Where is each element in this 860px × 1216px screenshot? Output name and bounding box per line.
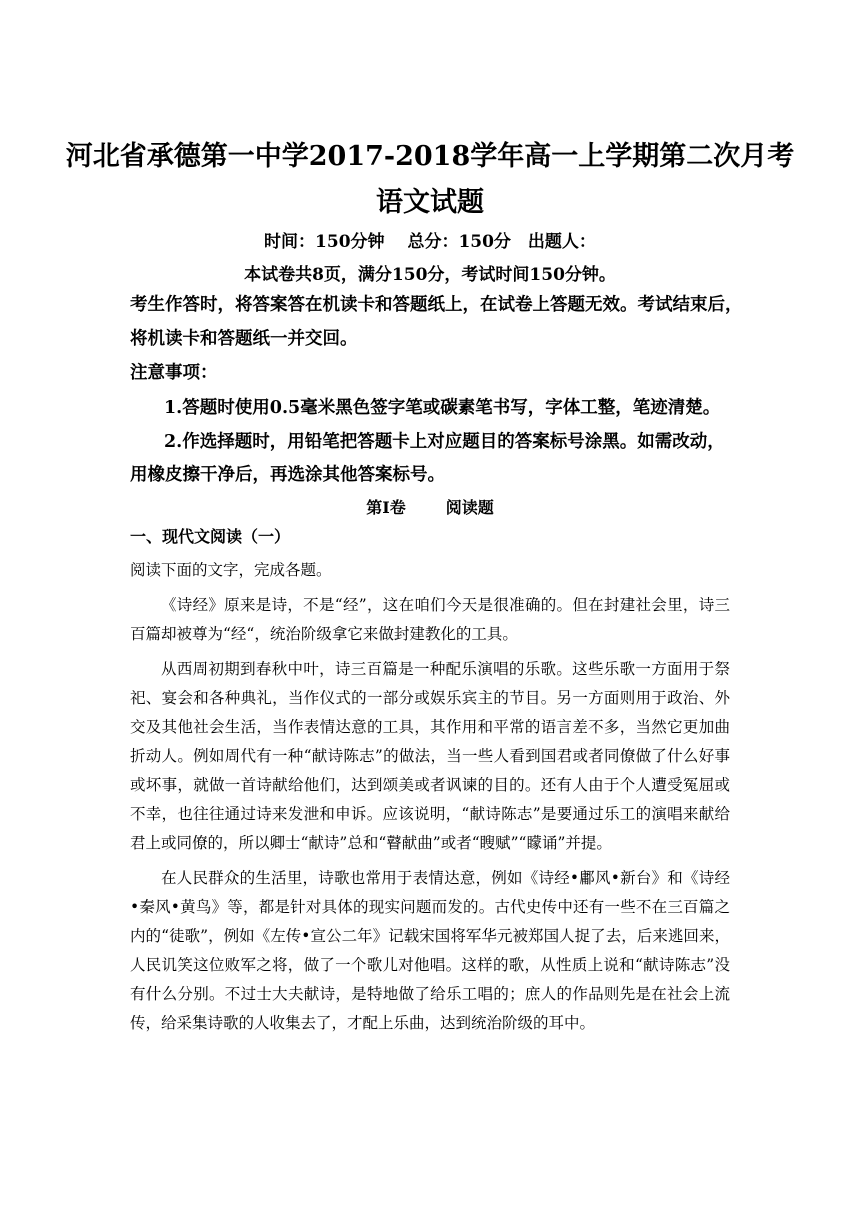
exam-summary: 本试卷共8页，满分150分，考试时间150分钟。: [244, 265, 616, 285]
instruction-line1: 考生作答时，将答案答在机读卡和答题纸上，在试卷上答题无效。考试结束后，: [130, 295, 743, 315]
passage-paragraph-1: 《诗经》原来是诗，不是“经”，这在咱们今天是很准确的。但在封建社会里，诗三百篇却被尊为“经“，统治阶级拿它来做封建教化的工具。: [130, 596, 730, 643]
notice-item-1: 1.答题时使用0.5毫米黑色签字笔或碳素笔书写，字体工整，笔迹清楚。: [164, 398, 721, 418]
volume-name: 阅读题: [445, 498, 494, 517]
instruction-line2: 将机读卡和答题纸一并交回。: [130, 329, 358, 349]
exam-title-line1: 河北省承德第一中学2017-2018学年高一上学期第二次月考: [65, 141, 795, 172]
volume-heading: [0, 495, 860, 518]
passage: [130, 556, 730, 1038]
notice-item-2-line2: 用橡皮擦干净后，再选涂其他答案标号。: [130, 465, 445, 485]
volume-label: 第Ⅰ卷: [366, 498, 406, 517]
notice-title: 注意事项：: [130, 363, 218, 383]
passage-paragraph-3: 在人民群众的生活里，诗歌也常用于表情达意，例如《诗经•鄘风•新台》和《诗经•秦风•黄鸟》等，都是针对具体的现实问题而发的。古代史传中还有一些不在三百篇之内的“徒歌”，例如《左传•宣公二年》记载宋国将军华元被郑国人捉了去，后来逃回来，人民讥笑这位败军之将，做了一个歌儿对他唱。这样的歌，从性质上说和“献诗陈志”没有什么分别。不过士大夫献诗，是特地做了给乐工唱的；庶人的作品则先是在社会上流传，给采集诗歌的人收集去了，才配上乐曲，达到统治阶级的耳中。: [130, 869, 730, 1032]
notice-item-2-line1: 2.作选择题时，用铅笔把答题卡上对应题目的答案标号涂黑。如需改动，: [164, 432, 725, 452]
exam-title-line2: 语文试题: [376, 187, 484, 218]
passage-paragraph-2: 从西周初期到春秋中叶，诗三百篇是一种配乐演唱的乐歌。这些乐歌一方面用于祭祀、宴会和各种典礼，当作仪式的一部分或娱乐宾主的节目。另一方面则用于政治、外交及其他社会生活，当作表情达意的工具，其作用和平常的语言差不多，当然它更加曲折动人。例如周代有一种“献诗陈志”的做法，当一些人看到国君或者同僚做了什么好事或坏事，就做一首诗献给他们，达到颂美或者讽谏的目的。还有人由于个人遭受冤屈或不幸，也往往通过诗来发泄和申诉。应该说明，“献诗陈志”是要通过乐工的演唱来献给君上或同僚的，所以卿士“献诗”总和“瞽献曲”或者“瞍赋”“矇诵”并提。: [130, 660, 730, 852]
reading-prompt: 阅读下面的文字，完成各题。: [130, 561, 332, 579]
part-title: 一、现代文阅读（一）: [130, 527, 291, 546]
exam-info: 时间：150分钟 总分：150分 出题人：: [264, 232, 596, 252]
